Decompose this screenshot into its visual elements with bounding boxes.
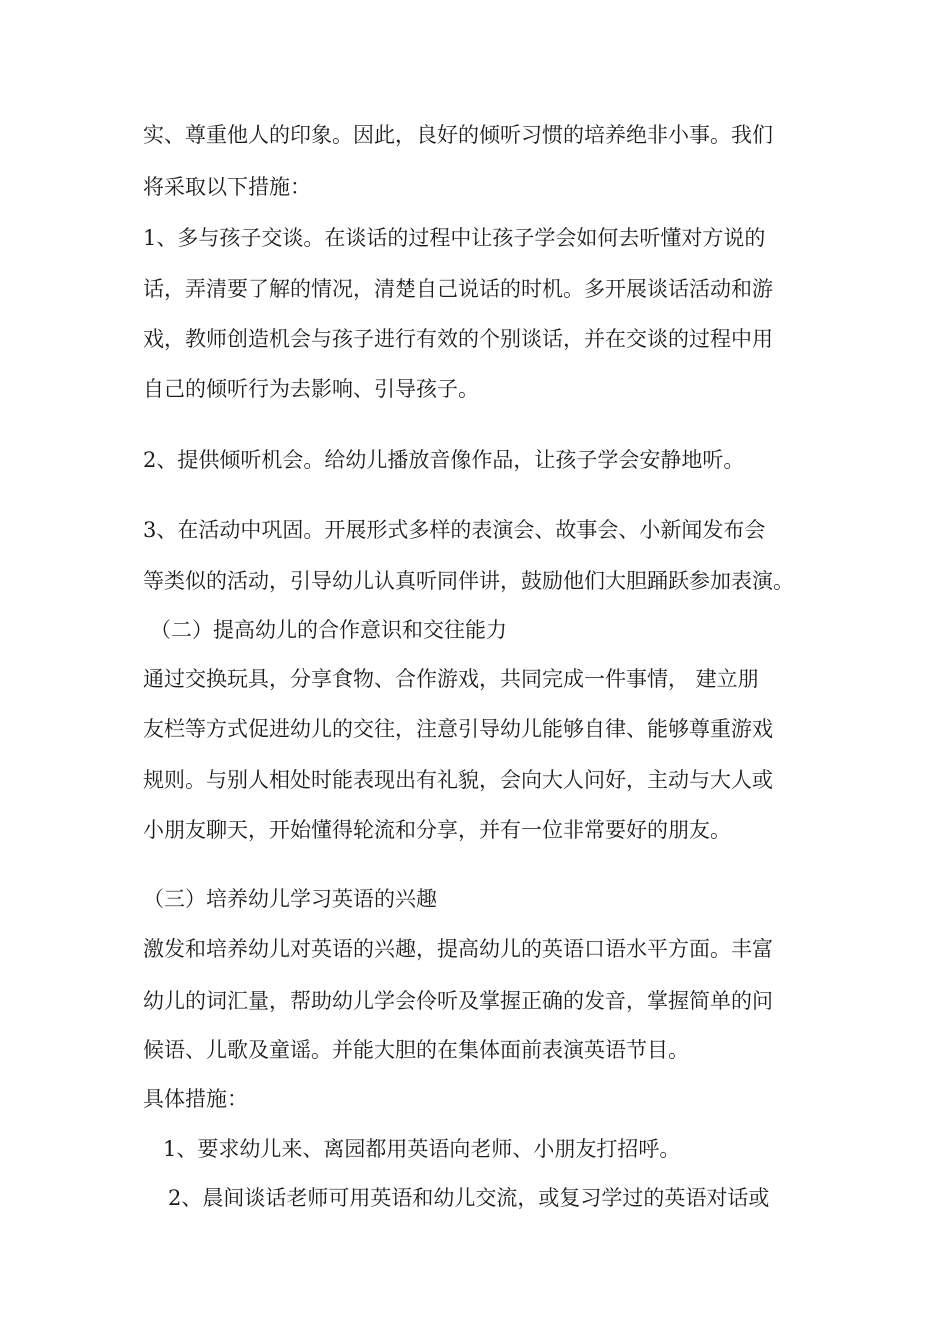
body-text-line: 戏，教师创造机会与孩子进行有效的个别谈话，并在交谈的过程中用	[143, 327, 773, 351]
body-text-line: 将采取以下措施：	[143, 175, 311, 199]
list-item-3-line: 3、在活动中巩固。开展形式多样的表演会、故事会、小新闻发布会	[143, 518, 766, 542]
section-heading-2: （二）提高幼儿的合作意识和交往能力	[150, 618, 507, 642]
body-text-line: 小朋友聊天，开始懂得轮流和分享，并有一位非常要好的朋友。	[143, 818, 731, 842]
body-text-line: 话，弄清要了解的情况，清楚自己说话的时机。多开展谈话活动和游	[143, 277, 773, 301]
body-text-line: 友栏等方式促进幼儿的交往，注意引导幼儿能够自律、能够尊重游戏	[143, 717, 773, 741]
body-text-line: 实、尊重他人的印象。因此，良好的倾听习惯的培养绝非小事。我们	[143, 123, 773, 147]
list-item-1-line: 1、多与孩子交谈。在谈话的过程中让孩子学会如何去听懂对方说的	[143, 226, 766, 250]
list-item-2-line: 2、提供倾听机会。给幼儿播放音像作品，让孩子学会安静地听。	[143, 448, 745, 472]
measures-label: 具体措施：	[143, 1087, 248, 1111]
measure-item-2: 2、晨间谈话老师可用英语和幼儿交流，或复习学过的英语对话或	[168, 1186, 770, 1210]
body-text-line: 规则。与别人相处时能表现出有礼貌，会向大人问好，主动与大人或	[143, 768, 773, 792]
body-text-line: 激发和培养幼儿对英语的兴趣，提高幼儿的英语口语水平方面。丰富	[143, 937, 773, 961]
body-text-line: 等类似的活动，引导幼儿认真听同伴讲，鼓励他们大胆踊跃参加表演。	[143, 569, 794, 593]
body-text-line: 通过交换玩具，分享食物、合作游戏，共同完成一件事情， 建立朋	[143, 667, 759, 691]
measure-item-1: 1、要求幼儿来、离园都用英语向老师、小朋友打招呼。	[163, 1137, 681, 1161]
body-text-line: 自己的倾听行为去影响、引导孩子。	[143, 377, 479, 401]
section-heading-3: （三）培养幼儿学习英语的兴趣	[143, 887, 437, 911]
body-text-line: 幼儿的词汇量，帮助幼儿学会伶听及掌握正确的发音，掌握简单的问	[143, 989, 773, 1013]
body-text-line: 候语、儿歌及童谣。并能大胆的在集体面前表演英语节目。	[143, 1038, 689, 1062]
